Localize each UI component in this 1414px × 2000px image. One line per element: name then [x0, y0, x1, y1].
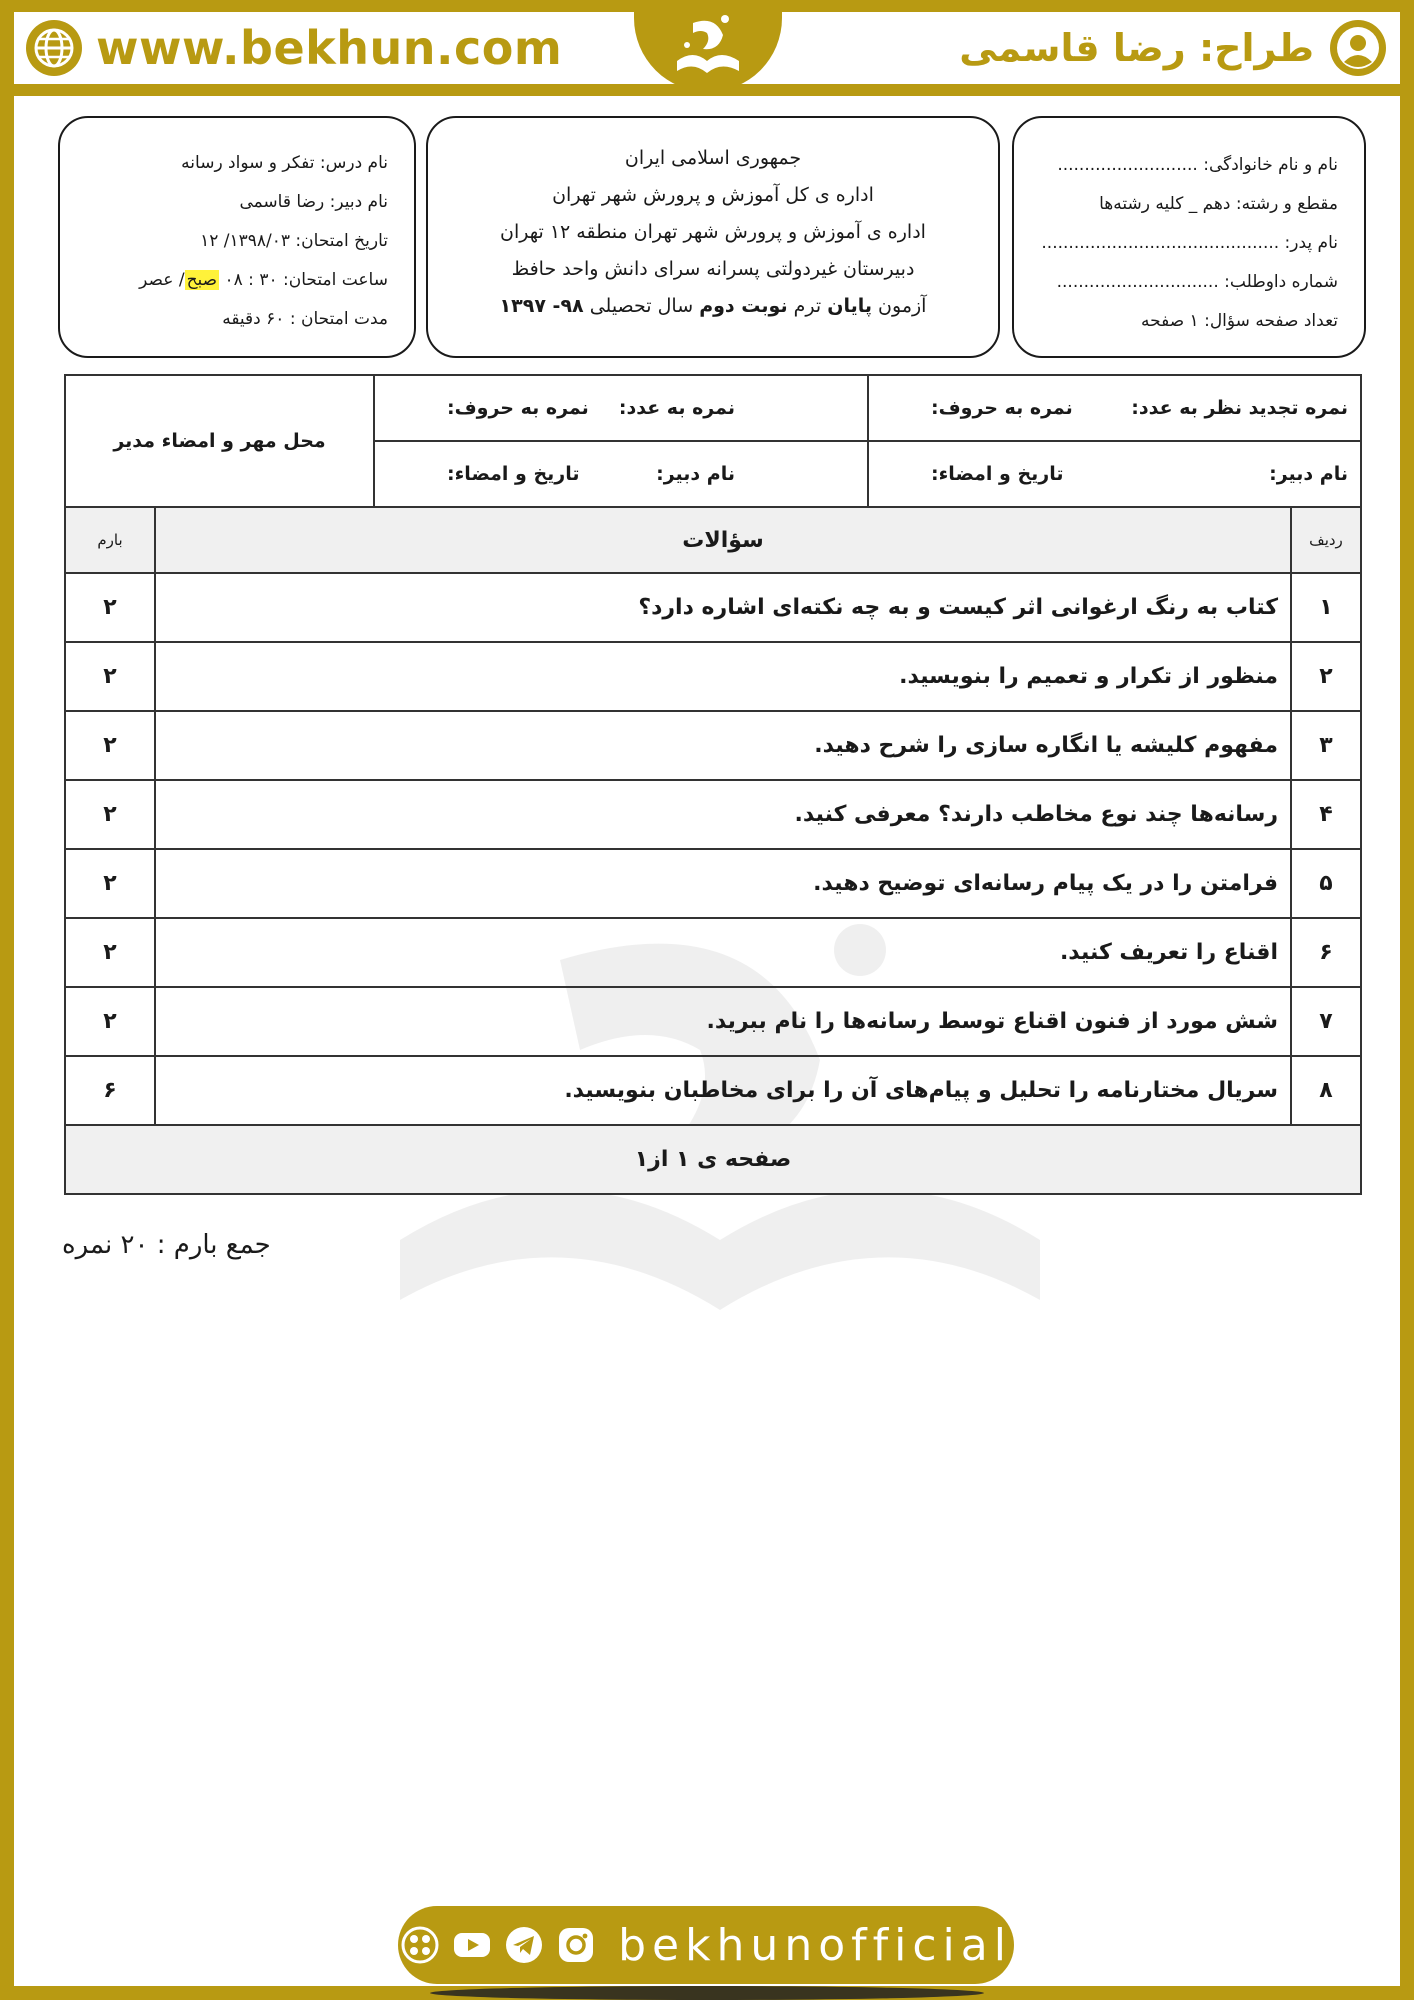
question-text: مفهوم کلیشه یا انگاره سازی را شرح دهید.	[155, 711, 1291, 780]
student-info-box	[1012, 116, 1366, 358]
telegram-icon[interactable]	[504, 1925, 544, 1965]
exam-word: آزمون	[878, 295, 927, 317]
table-row	[65, 918, 1361, 987]
question-number: ۷	[1291, 987, 1361, 1056]
teacher-cell	[374, 441, 868, 507]
question-score: ۲	[65, 642, 155, 711]
review-number-label: نمره تجدید نظر به عدد:	[1131, 397, 1348, 419]
academic-year-label: سال تحصیلی	[589, 295, 694, 317]
question-text: کتاب به رنگ ارغوانی اثر کیست و به چه نکته‌ای اشاره دارد؟	[155, 573, 1291, 642]
page-count-line: تعداد صفحه سؤال: ۱ صفحه	[1141, 311, 1338, 331]
academic-year: ۹۸- ۱۳۹۷	[499, 295, 584, 317]
school-name-line: دبیرستان غیردولتی پسرانه سرای دانش واحد حافظ	[511, 258, 915, 280]
exam-title-line	[448, 288, 978, 325]
grade-cell	[374, 375, 868, 441]
designer-name: طراح: رضا قاسمی	[959, 26, 1314, 70]
user-icon	[1328, 18, 1388, 78]
second-session: نوبت دوم	[699, 295, 788, 317]
page-number: صفحه ی ۱ از۱	[65, 1125, 1361, 1194]
country-line: جمهوری اسلامی ایران	[624, 147, 802, 169]
book-logo-icon	[663, 5, 753, 87]
designer-label	[959, 18, 1388, 78]
date-sign-label: تاریخ و امضاء:	[447, 463, 580, 485]
question-score: ۲	[65, 987, 155, 1056]
social-handle[interactable]: bekhunofficial	[618, 1919, 1012, 1971]
question-number: ۱	[1291, 573, 1361, 642]
afternoon-word: / عصر	[139, 270, 185, 290]
website-text: www.bekhun.com	[96, 21, 563, 75]
table-row	[65, 573, 1361, 642]
question-text: اقناع را تعریف کنید.	[155, 918, 1291, 987]
youtube-icon[interactable]	[452, 1925, 492, 1965]
exam-time-line	[70, 261, 388, 300]
grade-table	[64, 374, 1362, 508]
question-number: ۴	[1291, 780, 1361, 849]
table-footer-row	[65, 1125, 1361, 1194]
teacher-label: نام دبیر:	[656, 463, 735, 485]
question-score: ۲	[65, 780, 155, 849]
final-word: پایان	[827, 295, 872, 317]
question-score: ۲	[65, 918, 155, 987]
table-row	[65, 849, 1361, 918]
grade-number-label: نمره به عدد:	[618, 397, 735, 419]
review-teacher-cell	[868, 441, 1361, 507]
grade-field-line: مقطع و رشته: دهم _ کلیه رشته‌ها	[1099, 194, 1338, 214]
review-letters-label: نمره به حروف:	[931, 397, 1073, 419]
morning-highlight: صبح	[186, 270, 218, 290]
table-row	[65, 711, 1361, 780]
question-score: ۲	[65, 711, 155, 780]
question-score: ۶	[65, 1056, 155, 1125]
exam-time-value: ساعت امتحان: ۳۰ : ۰۸	[224, 270, 388, 290]
review-teacher-label: نام دبیر:	[1269, 463, 1348, 485]
exam-duration-line: مدت امتحان : ۶۰ دقیقه	[222, 309, 388, 329]
exam-date-line: تاریخ امتحان: ۱۳۹۸/۰۳/ ۱۲	[200, 231, 388, 251]
table-row	[65, 987, 1361, 1056]
question-number: ۵	[1291, 849, 1361, 918]
question-text: منظور از تکرار و تعمیم را بنویسید.	[155, 642, 1291, 711]
aparat-icon[interactable]	[400, 1925, 440, 1965]
questions-column-header: سؤالات	[155, 507, 1291, 573]
question-number: ۸	[1291, 1056, 1361, 1125]
row-column-header: ردیف	[1291, 507, 1361, 573]
term-word: ترم	[793, 295, 822, 317]
father-name-line: نام پدر: ............................................	[1041, 233, 1338, 253]
total-score: جمع بارم : ۲۰ نمره	[62, 1230, 271, 1260]
score-column-header: بارم	[65, 507, 155, 573]
website-link[interactable]	[24, 18, 562, 78]
course-name-line: نام درس: تفکر و سواد رسانه	[181, 153, 388, 173]
question-text: سریال مختارنامه را تحلیل و پیام‌های آن را برای مخاطبان بنویسید.	[155, 1056, 1291, 1125]
district-office-line: اداره ی آموزش و پرورش شهر تهران منطقه ۱۲ تهران	[500, 221, 926, 243]
social-bar	[398, 1906, 1014, 1984]
review-grade-cell	[868, 375, 1361, 441]
question-text: رسانه‌ها چند نوع مخاطب دارند؟ معرفی کنید.	[155, 780, 1291, 849]
instagram-icon[interactable]	[556, 1925, 596, 1965]
exam-info-box	[58, 116, 416, 358]
table-header-row	[65, 507, 1361, 573]
review-date-sign-label: تاریخ و امضاء:	[931, 463, 1064, 485]
student-name-line: نام و نام خانوادگی: ..........................	[1057, 155, 1338, 175]
table-row	[65, 780, 1361, 849]
table-row	[65, 1056, 1361, 1125]
question-score: ۲	[65, 849, 155, 918]
question-number: ۳	[1291, 711, 1361, 780]
school-info-box	[426, 116, 1000, 358]
question-number: ۶	[1291, 918, 1361, 987]
candidate-number-line: شماره داوطلب: ..............................	[1056, 272, 1338, 292]
teacher-name-line: نام دبیر: رضا قاسمی	[239, 192, 388, 212]
question-text: شش مورد از فنون اقناع توسط رسانه‌ها را نام ببرید.	[155, 987, 1291, 1056]
question-text: فرامتن را در یک پیام رسانه‌ای توضیح دهید.	[155, 849, 1291, 918]
question-number: ۲	[1291, 642, 1361, 711]
table-row	[65, 642, 1361, 711]
footer-shadow	[430, 1986, 984, 2000]
globe-icon	[24, 18, 84, 78]
question-score: ۲	[65, 573, 155, 642]
general-office-line: اداره ی کل آموزش و پرورش شهر تهران	[552, 184, 874, 206]
grade-letters-label: نمره به حروف:	[447, 397, 589, 419]
seal-cell: محل مهر و امضاء مدیر	[65, 375, 374, 507]
questions-table	[64, 506, 1362, 1195]
